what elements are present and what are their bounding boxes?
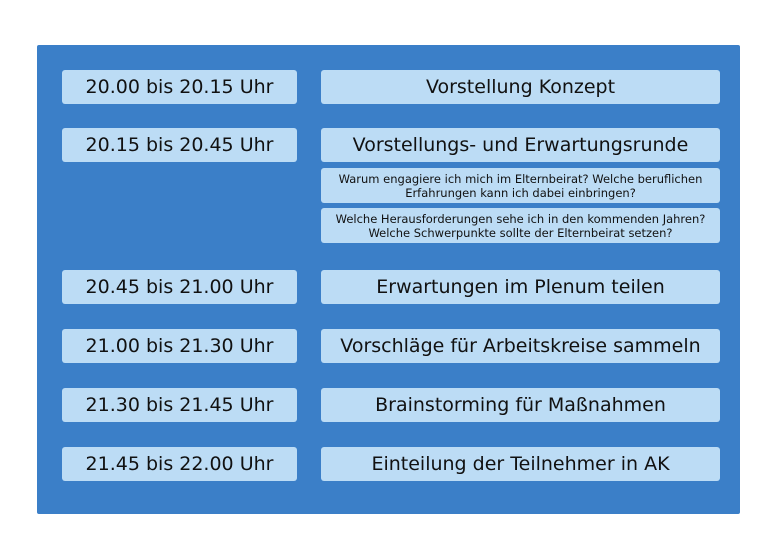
topic-1: Vorstellung Konzept bbox=[321, 70, 720, 104]
time-slot-1: 20.00 bis 20.15 Uhr bbox=[62, 70, 297, 104]
question-2-line-2: Welche Schwerpunkte sollte der Elternbeirat setzen? bbox=[368, 225, 673, 240]
time-slot-4: 21.00 bis 21.30 Uhr bbox=[62, 329, 297, 363]
question-1-line-2: Erfahrungen kann ich dabei einbringen? bbox=[405, 185, 636, 200]
topic-6: Einteilung der Teilnehmer in AK bbox=[321, 447, 720, 481]
time-slot-3: 20.45 bis 21.00 Uhr bbox=[62, 270, 297, 304]
topic-5: Brainstorming für Maßnahmen bbox=[321, 388, 720, 422]
time-slot-6: 21.45 bis 22.00 Uhr bbox=[62, 447, 297, 481]
topic-2: Vorstellungs- und Erwartungsrunde bbox=[321, 128, 720, 162]
time-slot-2: 20.15 bis 20.45 Uhr bbox=[62, 128, 297, 162]
question-box-2 bbox=[321, 208, 720, 243]
topic-4: Vorschläge für Arbeitskreise sammeln bbox=[321, 329, 720, 363]
topic-3: Erwartungen im Plenum teilen bbox=[321, 270, 720, 304]
time-slot-5: 21.30 bis 21.45 Uhr bbox=[62, 388, 297, 422]
question-2-line-1: Welche Herausforderungen sehe ich in den kommenden Jahren? bbox=[335, 211, 706, 226]
question-1-line-1: Warum engagiere ich mich im Elternbeirat? Welche beruflichen bbox=[338, 171, 703, 186]
question-box-1 bbox=[321, 168, 720, 203]
